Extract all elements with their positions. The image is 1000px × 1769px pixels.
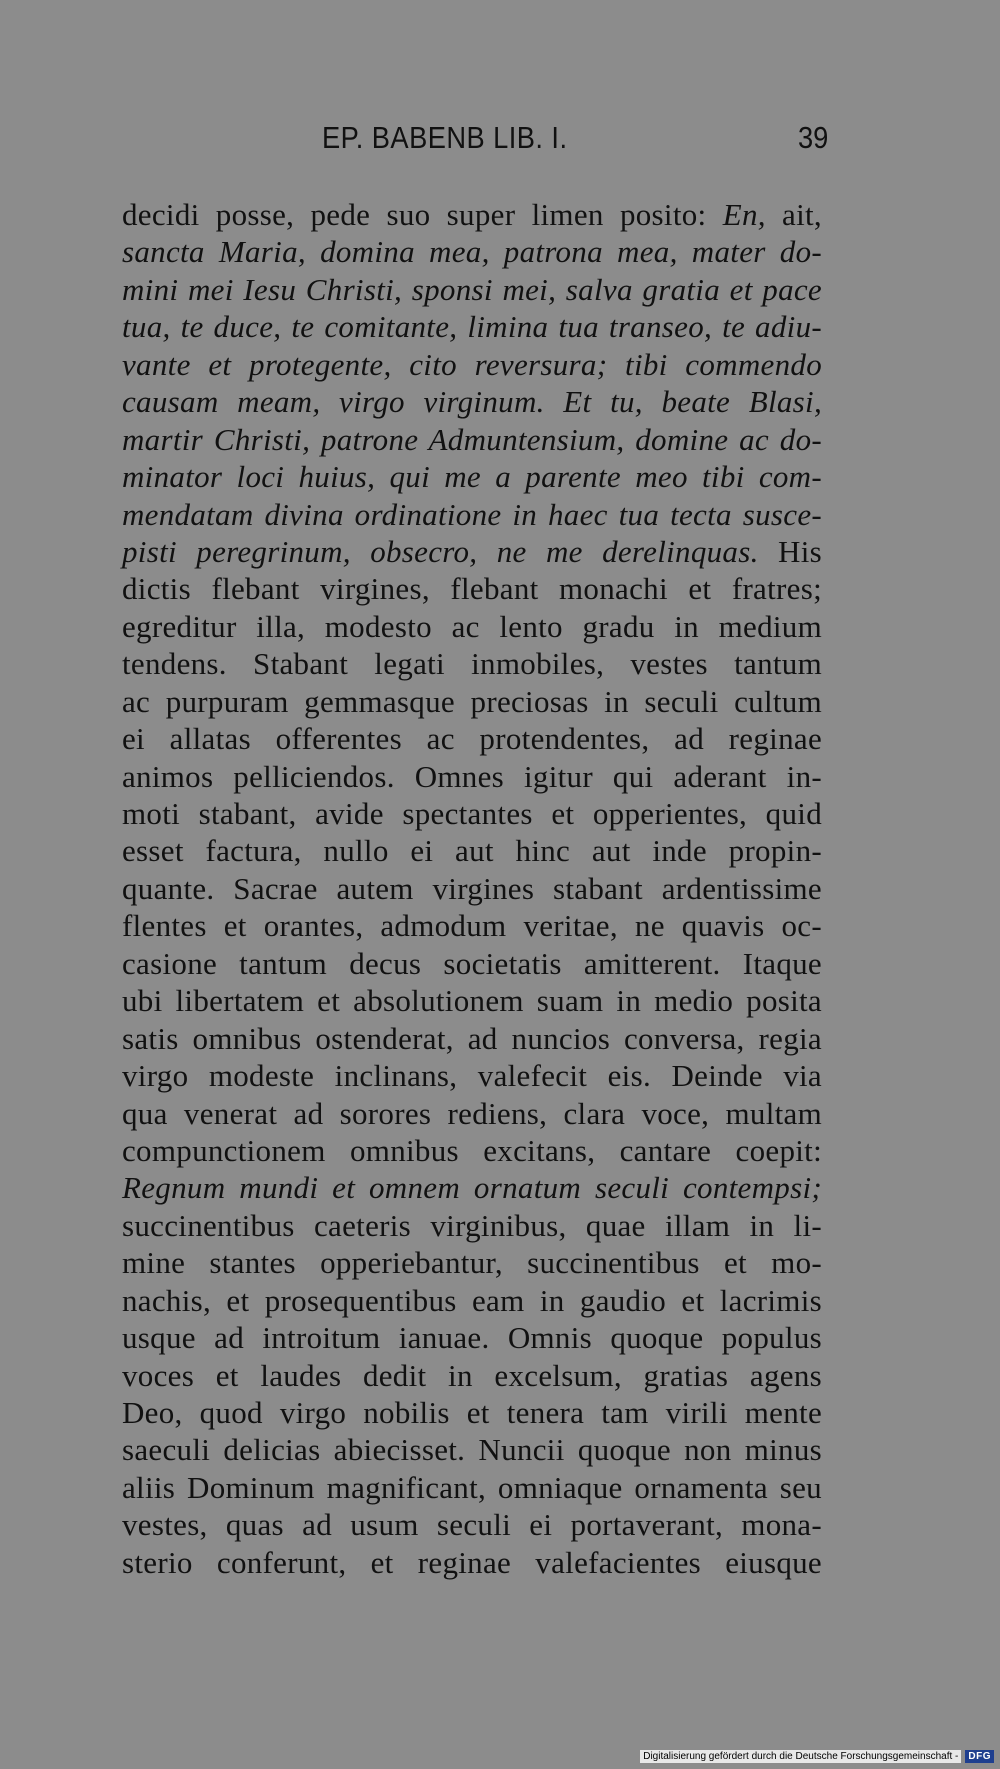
text-line <box>122 1394 822 1431</box>
text-line <box>122 496 822 533</box>
text-line <box>122 271 822 308</box>
text-span: nachis, et prosequentibus eam in gaudio et lacrimis <box>122 1282 822 1318</box>
text-line <box>122 1095 822 1132</box>
text-span: aliis Dominum magnificant, omniaque ornamenta seu <box>122 1469 822 1505</box>
footer <box>640 1747 994 1765</box>
text-line <box>122 1506 822 1543</box>
text-span: succinentibus caeteris virginibus, quae illam in li- <box>122 1207 822 1243</box>
text-line <box>122 720 822 757</box>
text-span: saeculi delicias abiecisset. Nuncii quoque non minus <box>122 1432 822 1468</box>
italic-text: tua, te duce, te comitante, limina tua transeo, te adiu- <box>122 309 822 345</box>
text-line <box>122 1169 822 1206</box>
text-line <box>122 1282 822 1319</box>
text-line <box>122 1357 822 1394</box>
text-span: flentes et orantes, admodum veritae, ne quavis oc- <box>122 908 822 944</box>
text-span: vestes, quas ad usum seculi ei portaverant, mona- <box>122 1507 822 1543</box>
text-line <box>122 1544 822 1581</box>
text-line <box>122 1469 822 1506</box>
text-line <box>122 533 822 570</box>
text-line <box>122 1057 822 1094</box>
text-line <box>122 570 822 607</box>
text-line <box>122 421 822 458</box>
text-span: tendens. Stabant legati inmobiles, vestes tantum <box>122 646 822 682</box>
running-head: EP. BABENB LIB. I. <box>322 120 568 155</box>
text-line <box>122 945 822 982</box>
text-line <box>122 832 822 869</box>
text-line <box>122 795 822 832</box>
text-span: moti stabant, avide spectantes et opperientes, quid <box>122 796 822 831</box>
text-line <box>122 308 822 345</box>
text-span: qua venerat ad sorores rediens, clara voce, multam <box>122 1095 822 1131</box>
text-line <box>122 1431 822 1468</box>
text-line <box>122 458 822 495</box>
text-line <box>122 982 822 1019</box>
italic-text: Regnum mundi et omnem ornatum seculi contempsi; <box>122 1170 822 1206</box>
text-line <box>122 1319 822 1356</box>
text-span: mine stantes opperiebantur, succinentibus et mo- <box>122 1245 822 1281</box>
text-line <box>122 907 822 944</box>
text-span: ait, <box>765 197 822 232</box>
italic-text: sancta Maria, domina mea, patrona mea, mater do- <box>122 234 822 270</box>
italic-text: En, <box>722 197 766 232</box>
text-span: esset factura, nullo ei aut hinc aut inde propin- <box>122 833 822 869</box>
text-span: ei allatas offerentes ac protendentes, ad reginae <box>122 721 822 757</box>
body-text <box>122 196 822 1581</box>
text-span: dictis flebant virgines, flebant monachi et fratres; <box>122 571 822 607</box>
text-span: ac purpuram gemmasque preciosas in seculi cultum <box>122 683 822 719</box>
text-span: egreditur illa, modesto ac lento gradu in medium <box>122 608 822 644</box>
italic-text: minator loci huius, qui me a parente meo tibi com- <box>122 459 822 495</box>
text-span: animos pelliciendos. Omnes igitur qui aderant in- <box>122 758 822 794</box>
text-line <box>122 1244 822 1281</box>
text-line <box>122 383 822 420</box>
text-line <box>122 1207 822 1244</box>
text-span: Deo, quod virgo nobilis et tenera tam virili mente <box>122 1395 822 1430</box>
text-span: compunctionem omnibus excitans, cantare coepit: <box>122 1132 822 1168</box>
text-span: casione tantum decus societatis amitterent. Itaque <box>122 945 822 981</box>
italic-text: martir Christi, patrone Admuntensium, domine ac do- <box>122 421 822 457</box>
page-number: 39 <box>798 120 829 155</box>
page-header <box>0 120 1000 170</box>
text-line <box>122 608 822 645</box>
italic-text: mini mei Iesu Christi, sponsi mei, salva gratia et pace <box>122 271 822 307</box>
text-span: satis omnibus ostenderat, ad nuncios conversa, regia <box>122 1020 822 1056</box>
text-span: virgo modeste inclinans, valefecit eis. Deinde via <box>122 1058 822 1094</box>
italic-text: vante et protegente, cito reversura; tibi commendo <box>122 346 822 382</box>
text-span: sterio conferunt, et reginae valefacientes eiusque <box>122 1544 822 1580</box>
text-span: quante. Sacrae autem virgines stabant ardentissime <box>122 870 822 906</box>
text-span: His <box>758 533 822 569</box>
italic-text: pisti peregrinum, obsecro, ne me derelinquas. <box>122 533 759 569</box>
text-span: decidi posse, pede suo super limen posito: <box>122 197 723 232</box>
italic-text: mendatam divina ordinatione in haec tua tecta susce- <box>122 496 822 532</box>
text-line <box>122 1132 822 1169</box>
text-line <box>122 870 822 907</box>
text-line <box>122 683 822 720</box>
text-span: ubi libertatem et absolutionem suam in medio posita <box>122 983 822 1019</box>
text-line <box>122 645 822 682</box>
text-line <box>122 196 822 233</box>
dfg-logo-icon: DFG <box>965 1750 994 1763</box>
text-line <box>122 758 822 795</box>
italic-text: causam meam, virgo virginum. Et tu, beate Blasi, <box>122 384 822 420</box>
text-span: usque ad introitum ianuae. Omnis quoque populus <box>122 1320 822 1356</box>
text-line <box>122 1020 822 1057</box>
footer-credit: Digitalisierung gefördert durch die Deutsche Forschungsgemeinschaft - <box>640 1750 961 1763</box>
text-line <box>122 346 822 383</box>
text-line <box>122 233 822 270</box>
text-span: voces et laudes dedit in excelsum, gratias agens <box>122 1357 822 1393</box>
